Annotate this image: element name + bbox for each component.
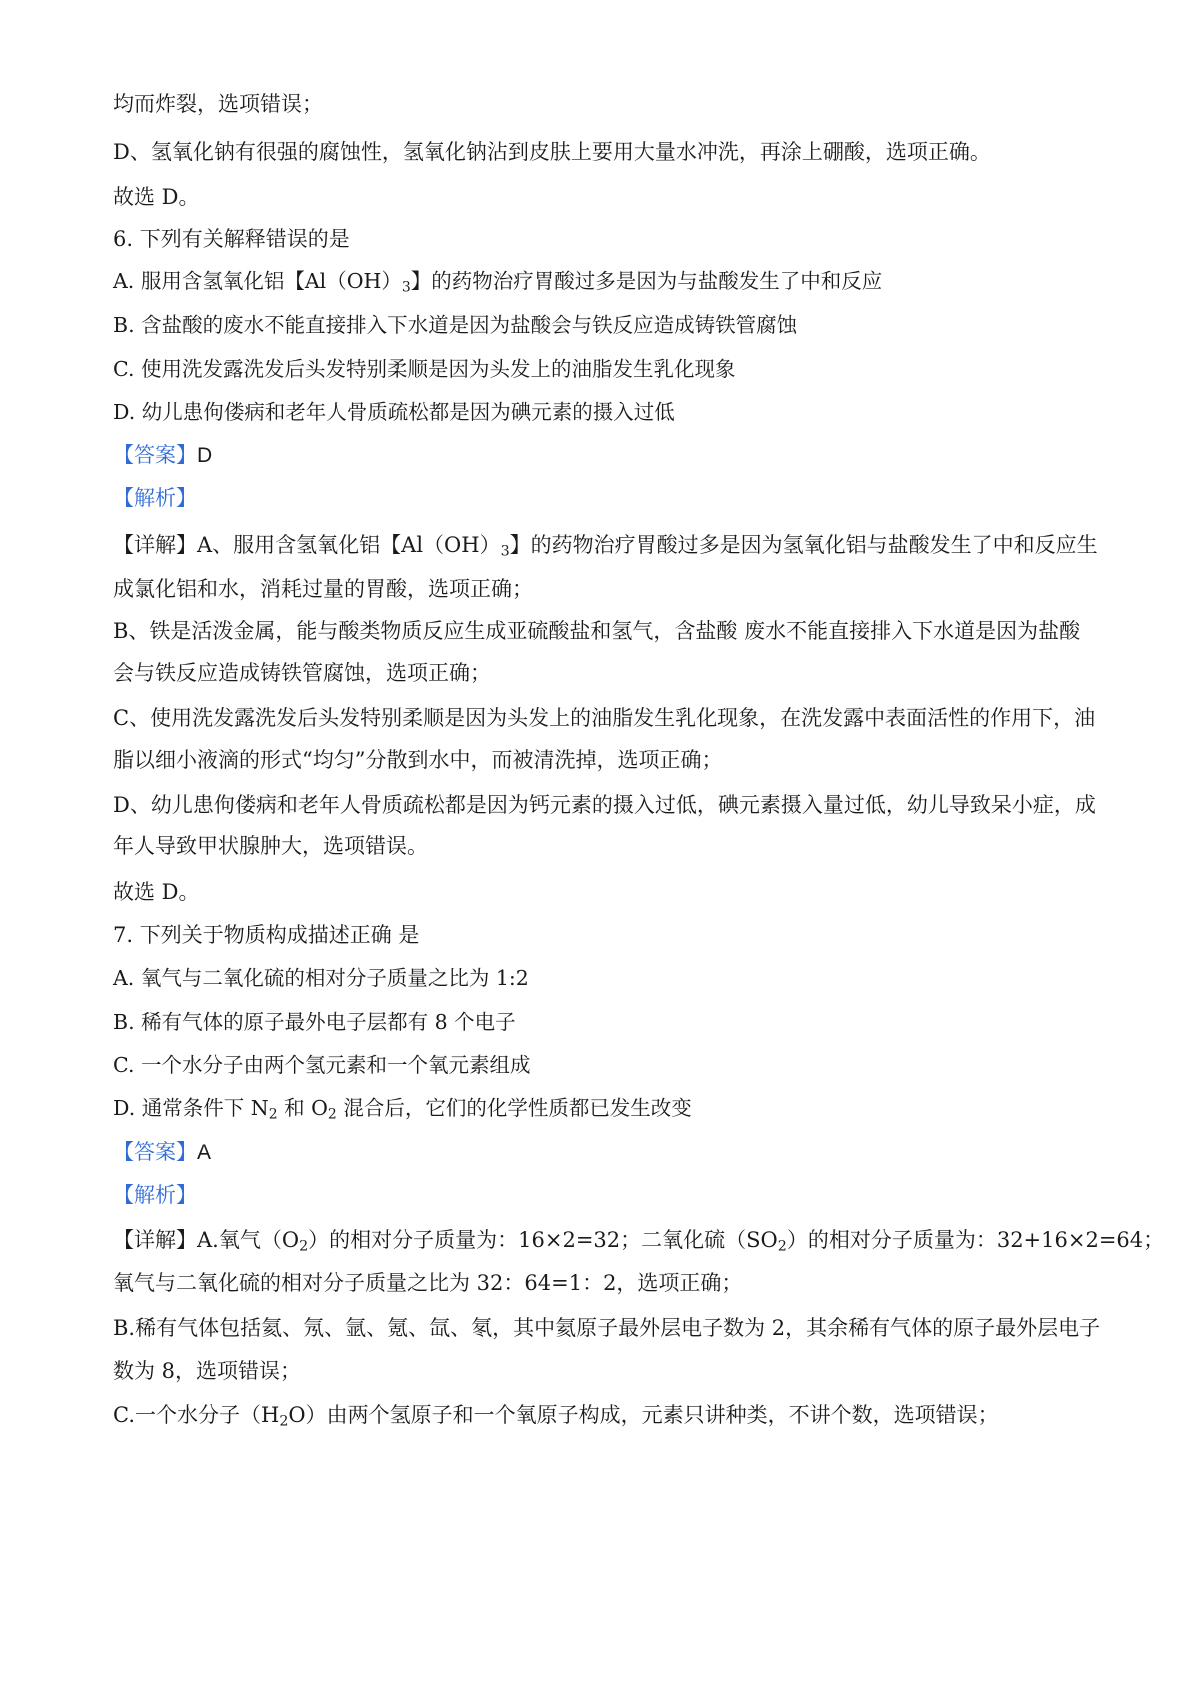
explanation-line: C.一个水分子$(H_2O)$由两个氢原子和一个氧原子构成，元素只讲种类，不讲个数，选项错误；	[113, 1403, 999, 1430]
text-line: D、氢氧化钠有很强的腐蚀性，氢氧化钠沾到皮肤上要用大量水冲洗，再涂上硼酸，选项正确。	[113, 140, 991, 164]
explanation-line: D、幼儿患佝偻病和老年人骨质疏松都是因为钙元素的摄入过低，碘元素摄入量过低，幼儿导致呆小症，成	[113, 793, 1096, 817]
question-7-option-d: D. 通常条件下 $N_2$ 和 $O_2$ 混合后，它们的化学性质都已发生改变	[113, 1096, 692, 1123]
explanation-line: 氧气与二氧化硫的相对分子质量之比为 32：64=1：2，选项正确；	[113, 1271, 743, 1295]
question-7-option-b: B. 稀有气体的原子最外电子层都有 8 个电子	[113, 1010, 516, 1034]
question-6-stem: 6. 下列有关解释错误的是	[113, 227, 350, 251]
question-6-option-d: D. 幼儿患佝偻病和老年人骨质疏松都是因为碘元素的摄入过低	[113, 400, 675, 424]
question-7-option-a: A. 氧气与二氧化硫的相对分子质量之比为 1:2	[113, 966, 529, 990]
question-6-option-c: C. 使用洗发露洗发后头发特别柔顺是因为头发上的油脂发生乳化现象	[113, 357, 736, 381]
conclusion-line: 故选 D。	[113, 185, 200, 209]
question-7-option-c: C. 一个水分子由两个氢元素和一个氧元素组成	[113, 1053, 531, 1077]
conclusion-line: 故选 D。	[113, 880, 200, 904]
question-6-option-b: B. 含盐酸的废水不能直接排入下水道是因为盐酸会与铁反应造成铸铁管腐蚀	[113, 313, 798, 337]
answer-tag: 【答案】	[113, 1140, 197, 1164]
answer-line	[113, 440, 212, 471]
explanation-line: B、铁是活泼金属，能与酸类物质反应生成亚硫酸盐和氢气，含盐酸 废水不能直接排入下水道是因为盐酸	[113, 619, 1081, 643]
answer-value: A	[197, 1141, 212, 1164]
text-line: 均而炸裂，选项错误；	[113, 92, 323, 116]
explanation-line: 【详解】A.氧气$(O_2)$的相对分子质量为：16×2=32；二氧化硫$(SO_2)$的相对分子质量为：32+16×2=64；	[113, 1228, 1165, 1255]
explanation-line: 【详解】A、服用含氢氧化铝【$Al(OH)_3$】的药物治疗胃酸过多是因为氢氧化铝与盐酸发生了中和反应生	[113, 533, 1098, 560]
question-6-option-a: A. 服用含氢氧化铝【$Al(OH)_3$】的药物治疗胃酸过多是因为与盐酸发生了中和反应	[113, 269, 883, 296]
analysis-tag: 【解析】	[113, 486, 197, 510]
explanation-line: B.稀有气体包括氦、氖、氩、氪、氙、氡，其中氦原子最外层电子数为 2，其余稀有气体的原子最外层电子	[113, 1316, 1101, 1340]
explanation-line: 会与铁反应造成铸铁管腐蚀，选项正确；	[113, 661, 491, 685]
answer-line	[113, 1137, 211, 1168]
explanation-line: C、使用洗发露洗发后头发特别柔顺是因为头发上的油脂发生乳化现象，在洗发露中表面活性的作用下，油	[113, 706, 1096, 730]
explanation-line: 脂以细小液滴的形式“均匀”分散到水中，而被清洗掉，选项正确；	[113, 748, 723, 772]
answer-tag: 【答案】	[113, 443, 197, 467]
question-7-stem: 7. 下列关于物质构成描述正确 是	[113, 923, 420, 947]
explanation-line: 数为 8，选项错误；	[113, 1359, 302, 1383]
answer-value: D	[197, 444, 213, 467]
explanation-line: 成氯化铝和水，消耗过量的胃酸，选项正确；	[113, 577, 533, 601]
analysis-tag: 【解析】	[113, 1183, 197, 1207]
explanation-line: 年人导致甲状腺肿大，选项错误。	[113, 834, 428, 858]
